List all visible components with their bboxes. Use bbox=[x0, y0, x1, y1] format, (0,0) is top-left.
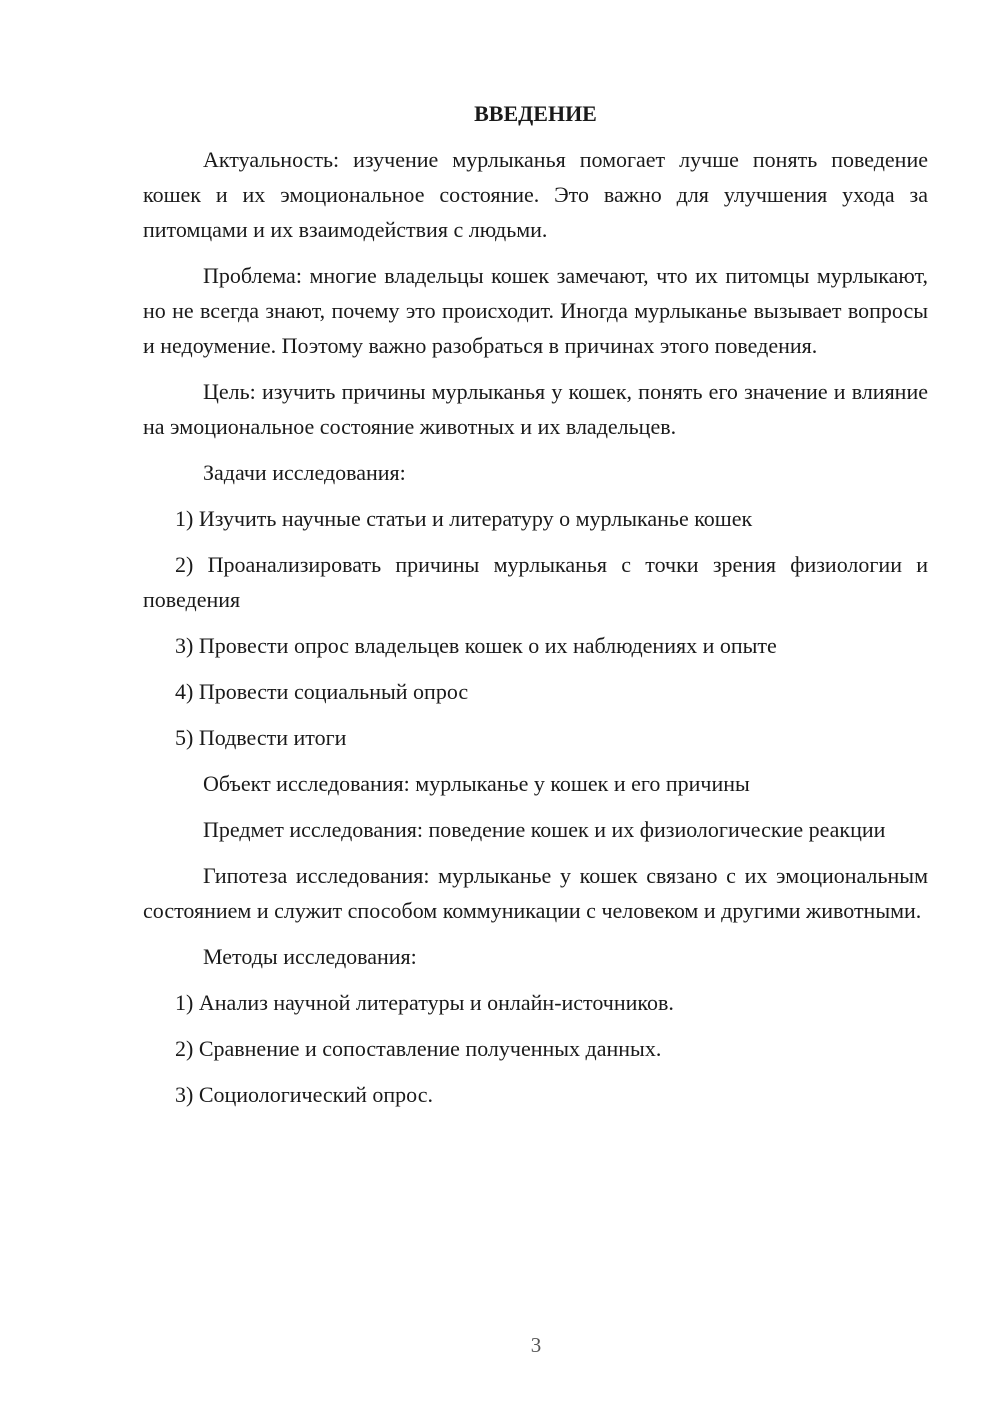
task-item-1: 1) Изучить научные статьи и литературу о мурлыканье кошек bbox=[175, 506, 753, 531]
task-item-2: 2) Проанализировать причины мурлыканья с точки зрения физиологии и поведения bbox=[143, 552, 928, 612]
page-body bbox=[143, 96, 928, 1123]
paragraph-methods-title: Методы исследования: bbox=[203, 944, 417, 969]
paragraph-tasks-title: Задачи исследования: bbox=[203, 460, 406, 485]
method-item-2: 2) Сравнение и сопоставление полученных данных. bbox=[175, 1036, 662, 1061]
method-item-1: 1) Анализ научной литературы и онлайн-источников. bbox=[175, 990, 674, 1015]
paragraph-object: Объект исследования: мурлыканье у кошек и его причины bbox=[203, 771, 750, 796]
section-heading: ВВЕДЕНИЕ bbox=[474, 101, 597, 126]
task-item-4: 4) Провести социальный опрос bbox=[175, 679, 469, 704]
paragraph-subject: Предмет исследования: поведение кошек и их физиологические реакции bbox=[203, 817, 886, 842]
method-item-3: 3) Социологический опрос. bbox=[175, 1082, 433, 1107]
paragraph-hypothesis: Гипотеза исследования: мурлыканье у кошек связано с их эмоциональным состоянием и служит способом коммуникации с человеком и другими животными. bbox=[143, 863, 928, 923]
task-item-5: 5) Подвести итоги bbox=[175, 725, 347, 750]
page-number: 3 bbox=[530, 1333, 542, 1357]
paragraph-problem: Проблема: многие владельцы кошек замечают, что их питомцы мурлыкают, но не всегда знают, почему это происходит. Иногда мурлыканье вызывает вопросы и недоумение. Поэтому важно разобраться в причинах этого поведения. bbox=[143, 263, 928, 358]
paragraph-relevance: Актуальность: изучение мурлыканья помогает лучше понять поведение кошек и их эмоциональное состояние. Это важно для улучшения ухода за питомцами и их взаимодействия с людьми. bbox=[143, 147, 928, 242]
task-item-3: 3) Провести опрос владельцев кошек о их наблюдениях и опыте bbox=[175, 633, 777, 658]
paragraph-goal: Цель: изучить причины мурлыканья у кошек, понять его значение и влияние на эмоциональное состояние животных и их владельцев. bbox=[143, 379, 928, 439]
